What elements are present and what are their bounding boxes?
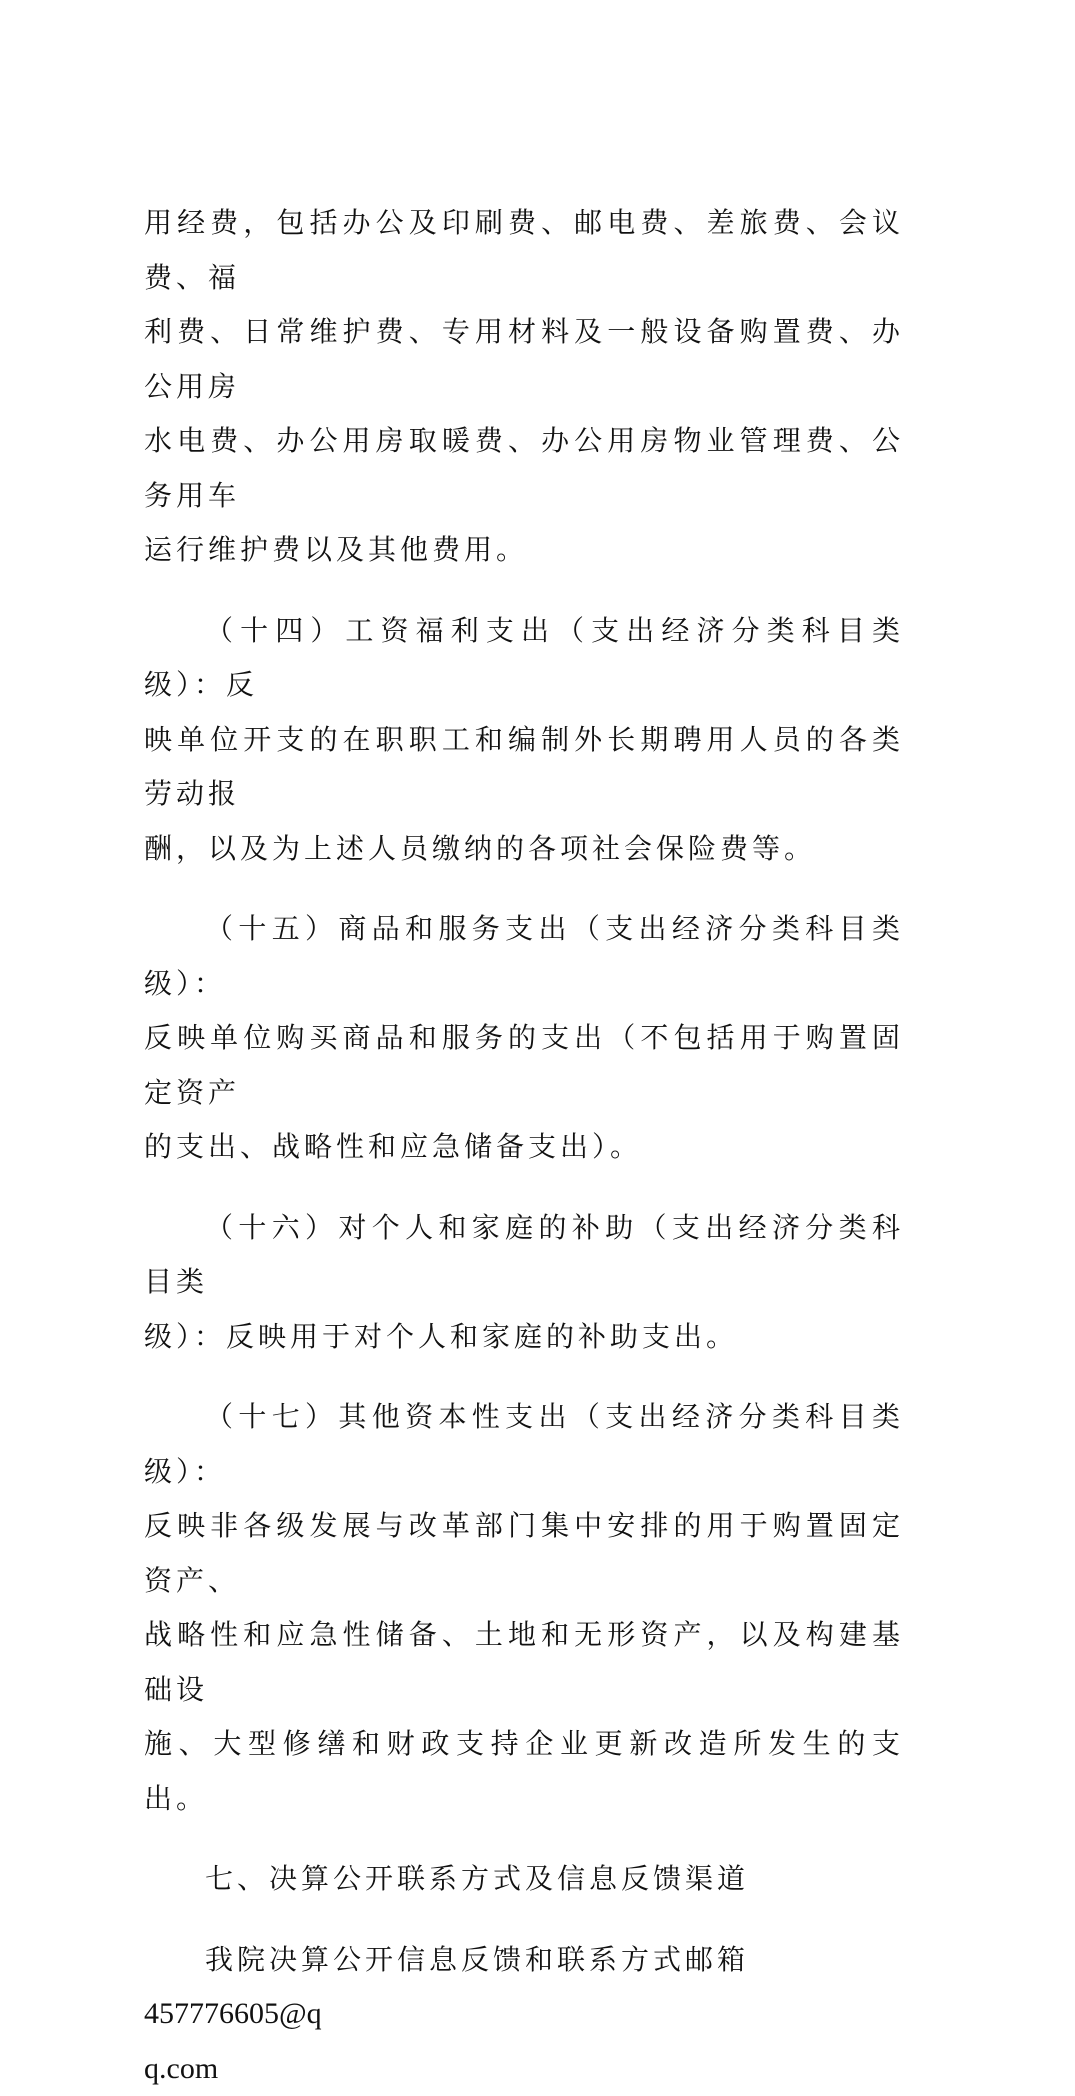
text-line: 反映单位购买商品和服务的支出（不包括用于购置固定资产 xyxy=(144,1011,904,1120)
paragraph-office-expenses xyxy=(144,196,904,578)
document-body xyxy=(144,196,904,2096)
contact-email-part1: 457776605@q xyxy=(144,1997,322,2030)
paragraph-household-subsidy xyxy=(144,1201,904,1365)
text-line: 利费、日常维护费、专用材料及一般设备购置费、办公用房 xyxy=(144,305,904,414)
contact-email-part2: q.com xyxy=(144,2042,904,2096)
text-line: 酬，以及为上述人员缴纳的各项社会保险费等。 xyxy=(144,822,904,877)
text-line: （十七）其他资本性支出（支出经济分类科目类级）： xyxy=(144,1390,904,1499)
section-heading: 七、决算公开联系方式及信息反馈渠道 xyxy=(144,1852,904,1907)
text-line: 战略性和应急性储备、土地和无形资产，以及构建基础设 xyxy=(144,1608,904,1717)
text-line: 映单位开支的在职职工和编制外长期聘用人员的各类劳动报 xyxy=(144,713,904,822)
text-line: （十六）对个人和家庭的补助（支出经济分类科目类 xyxy=(144,1201,904,1310)
text-line: 的支出、战略性和应急储备支出）。 xyxy=(144,1120,904,1175)
paragraph-salary-welfare xyxy=(144,604,904,877)
paragraph-other-capital xyxy=(144,1390,904,1826)
text-line: 级）：反映用于对个人和家庭的补助支出。 xyxy=(144,1310,904,1365)
text-line: 用经费，包括办公及印刷费、邮电费、差旅费、会议费、福 xyxy=(144,196,904,305)
text-line: 施、大型修缮和财政支持企业更新改造所发生的支出。 xyxy=(144,1717,904,1826)
text-line: 水电费、办公用房取暖费、办公用房物业管理费、公务用车 xyxy=(144,414,904,523)
text-line: （十四）工资福利支出（支出经济分类科目类级）：反 xyxy=(144,604,904,713)
text-line: （十五）商品和服务支出（支出经济分类科目类级）： xyxy=(144,902,904,1011)
paragraph-goods-services xyxy=(144,902,904,1175)
text-line: 运行维护费以及其他费用。 xyxy=(144,523,904,578)
contact-line xyxy=(144,1933,904,2042)
text-line: 反映非各级发展与改革部门集中安排的用于购置固定资产、 xyxy=(144,1499,904,1608)
contact-paragraph xyxy=(144,1933,904,2096)
contact-text: 我院决算公开信息反馈和联系方式邮箱 xyxy=(205,1943,749,1976)
